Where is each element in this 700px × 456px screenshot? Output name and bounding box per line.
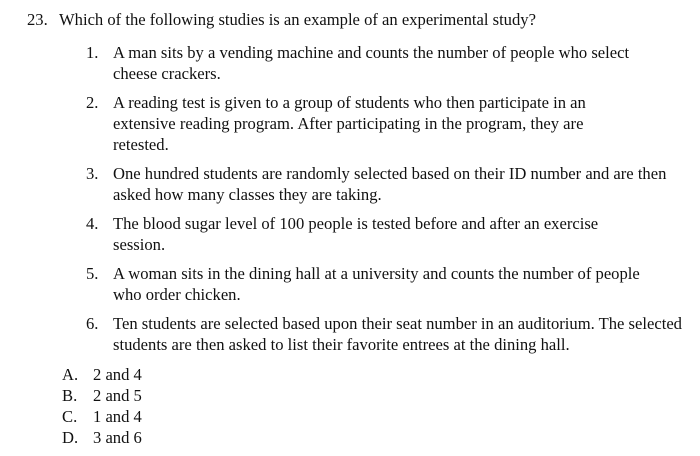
choice-text: 3 and 6 [93,428,142,447]
choice-letter: D. [62,428,79,447]
study-number: 2. [86,93,99,112]
study-number: 1. [86,43,99,62]
answer-choice-c[interactable] [62,406,142,427]
study-number: 5. [86,264,99,283]
choice-letter: C. [62,407,78,426]
study-item [86,213,686,255]
question-text: Which of the following studies is an example of an experimental study? [59,10,536,29]
choice-text: 2 and 5 [93,386,142,405]
study-item [86,163,686,205]
study-text: Ten students are selected based upon their seat number in an auditorium. The selected students are then asked to list their favorite entrees at the dining hall. [113,314,682,354]
study-text: One hundred students are randomly selected based on their ID number and are then asked how many classes they are taking. [113,164,667,204]
study-number: 4. [86,214,99,233]
study-item [86,263,686,305]
study-number: 3. [86,164,99,183]
choice-text: 1 and 4 [93,407,142,426]
study-text: A reading test is given to a group of students who then participate in an extensive reading program. After participating in the program, they are retested. [113,93,586,154]
answer-choices [62,364,142,448]
choice-text: 2 and 4 [93,365,142,384]
study-item [86,42,686,84]
study-text: A man sits by a vending machine and counts the number of people who select cheese crackers. [113,43,630,83]
study-item [86,92,686,155]
choice-letter: B. [62,386,78,405]
answer-choice-d[interactable] [62,427,142,448]
study-text: A woman sits in the dining hall at a university and counts the number of people who order chicken. [113,264,640,304]
answer-choice-b[interactable] [62,385,142,406]
answer-choice-a[interactable] [62,364,142,385]
study-item [86,313,686,355]
question-number: 23. [27,10,48,29]
choice-letter: A. [62,365,79,384]
question-stem [27,9,687,30]
study-text: The blood sugar level of 100 people is tested before and after an exercise session. [113,214,599,254]
study-number: 6. [86,314,99,333]
study-list [86,42,686,355]
